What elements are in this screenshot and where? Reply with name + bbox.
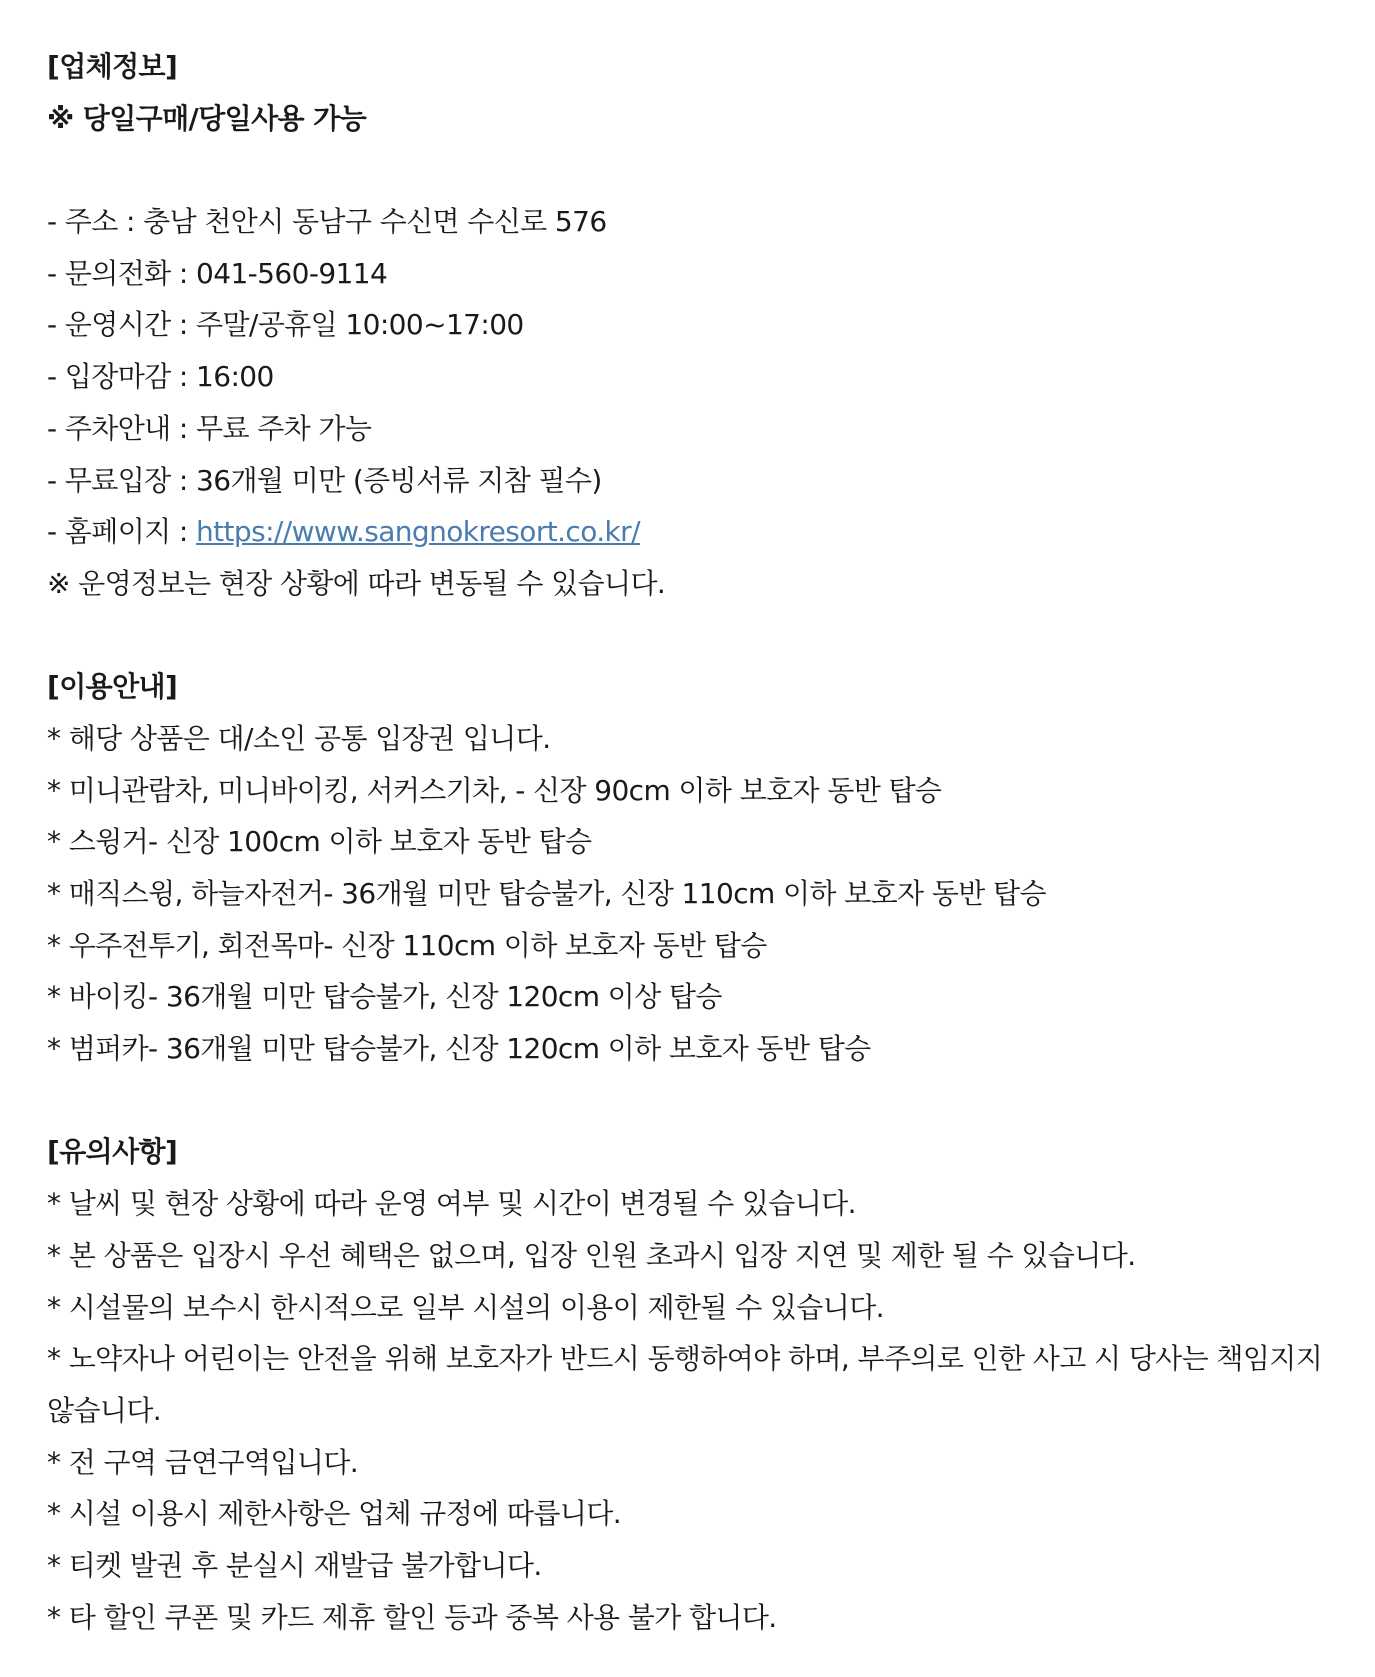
same-day-notice: ※ 당일구매/당일사용 가능 <box>47 101 367 135</box>
product-info-document <box>47 41 1347 1643</box>
list-item: * 본 상품은 입장시 우선 혜택은 없으며, 입장 인원 초과시 입장 지연 및 제한 될 수 있습니다. <box>47 1238 1136 1272</box>
list-item: * 티켓 발권 후 분실시 재발급 불가합니다. <box>47 1548 542 1582</box>
section-heading: [이용안내] <box>47 670 178 704</box>
usage-guide-section <box>47 661 1347 1075</box>
spacer <box>47 1075 1347 1127</box>
list-item: * 스윙거- 신장 100cm 이하 보호자 동반 탑승 <box>47 825 592 859</box>
list-item: * 미니관람차, 미니바이킹, 서커스기차, - 신장 90cm 이하 보호자 동반 탑승 <box>47 773 942 807</box>
list-item: * 바이킹- 36개월 미만 탑승불가, 신장 120cm 이상 탑승 <box>47 980 722 1014</box>
homepage-label: - 홈페이지 : <box>47 515 197 549</box>
homepage-line <box>47 506 1347 558</box>
list-item: * 범퍼카- 36개월 미만 탑승불가, 신장 120cm 이하 보호자 동반 탑승 <box>47 1032 871 1066</box>
list-item: * 시설 이용시 제한사항은 업체 규정에 따릅니다. <box>47 1497 622 1531</box>
company-info-section <box>47 41 1347 610</box>
phone-line: - 문의전화 : 041-560-9114 <box>47 256 388 290</box>
address-line: - 주소 : 충남 천안시 동남구 수신면 수신로 576 <box>47 205 607 239</box>
parking-line: - 주차안내 : 무료 주차 가능 <box>47 411 372 445</box>
spacer <box>47 610 1347 662</box>
list-item: * 노약자나 어린이는 안전을 위해 보호자가 반드시 동행하여야 하며, 부주의로 인한 사고 시 당사는 책임지지 않습니다. <box>47 1342 1323 1427</box>
section-heading: [업체정보] <box>47 50 178 83</box>
list-item: * 전 구역 금연구역입니다. <box>47 1445 359 1479</box>
list-item: * 시설물의 보수시 한시적으로 일부 시설의 이용이 제한될 수 있습니다. <box>47 1290 884 1324</box>
free-entry-line: - 무료입장 : 36개월 미만 (증빙서류 지참 필수) <box>47 463 602 497</box>
list-item: * 매직스윙, 하늘자전거- 36개월 미만 탑승불가, 신장 110cm 이하 보호자 동반 탑승 <box>47 877 1046 910</box>
list-item: * 타 할인 쿠폰 및 카드 제휴 할인 등과 중복 사용 불가 합니다. <box>47 1600 777 1634</box>
spacer <box>47 144 1347 196</box>
hours-line: - 운영시간 : 주말/공휴일 10:00~17:00 <box>47 308 524 342</box>
list-item: * 우주전투기, 회전목마- 신장 110cm 이하 보호자 동반 탑승 <box>47 928 767 962</box>
precautions-section <box>47 1126 1347 1643</box>
list-item: * 날씨 및 현장 상황에 따라 운영 여부 및 시간이 변경될 수 있습니다. <box>47 1187 856 1221</box>
list-item: * 해당 상품은 대/소인 공통 입장권 입니다. <box>47 721 551 755</box>
entry-close-line: - 입장마감 : 16:00 <box>47 360 274 394</box>
change-notice: ※ 운영정보는 현장 상황에 따라 변동될 수 있습니다. <box>47 566 666 600</box>
section-heading: [유의사항] <box>47 1135 178 1169</box>
homepage-link[interactable]: https://www.sangnokresort.co.kr/ <box>196 515 640 549</box>
